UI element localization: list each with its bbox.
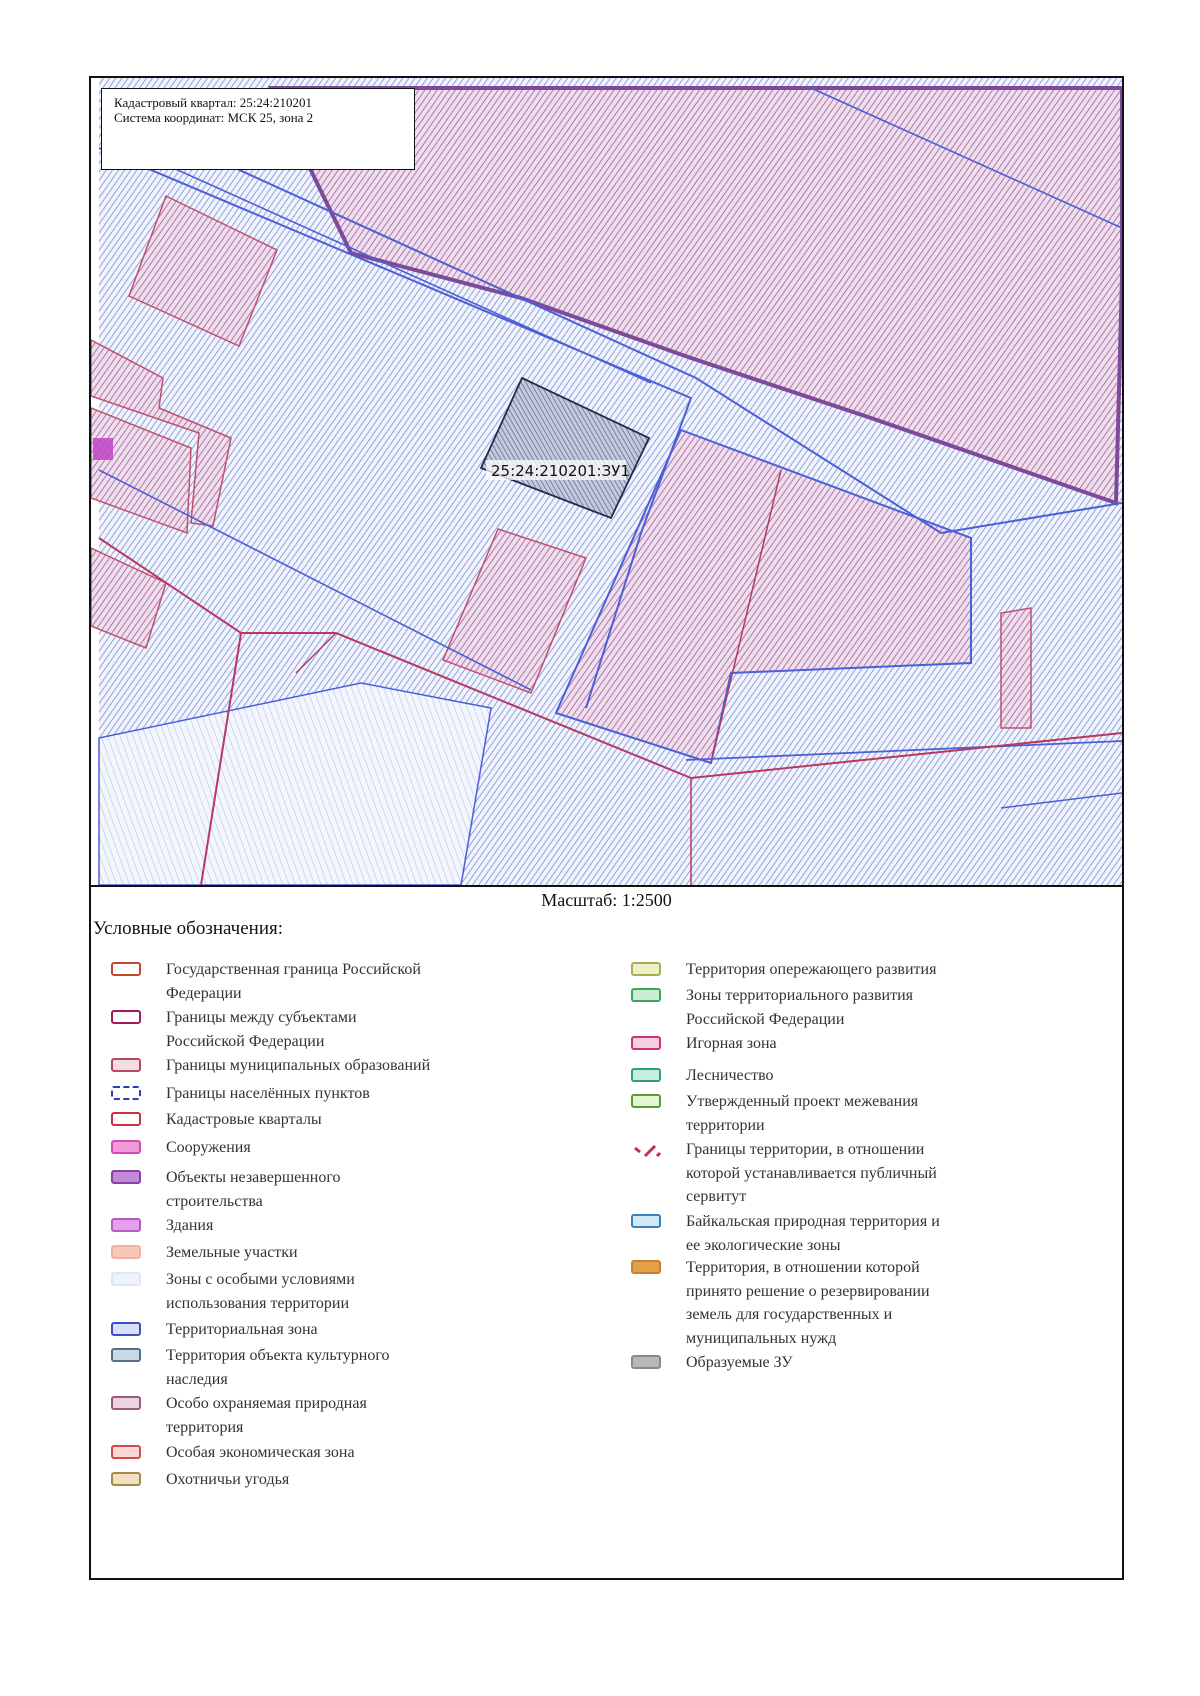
gambling-zone-icon xyxy=(631,1036,661,1050)
legend-item-label: Лесничество xyxy=(686,1067,774,1084)
territorial-development-icon xyxy=(631,988,661,1002)
subjects-border-icon xyxy=(111,1010,141,1024)
municipal-border-icon xyxy=(111,1058,141,1072)
structure-small xyxy=(93,438,113,460)
legend-item-label: Игорная зона xyxy=(686,1035,777,1052)
protected-area-icon xyxy=(111,1396,141,1410)
land-plots-icon xyxy=(111,1245,141,1259)
forestry-icon xyxy=(631,1068,661,1082)
advanced-development-icon xyxy=(631,962,661,976)
territorial-zone-far-right xyxy=(1001,608,1031,728)
cadastral-quarter-icon xyxy=(111,1112,141,1126)
special-zones-icon xyxy=(111,1272,141,1286)
cadastral-quarter-label: Кадастровый квартал: 25:24:210201 xyxy=(114,95,313,110)
legend-item-label: Границы территории, в отношении которой устанавливается публичный сервитут xyxy=(686,1141,937,1205)
legend-item-label: Территория, в отношении которой принято решение о резервировании земель для государственных и муниципальных нужд xyxy=(686,1259,930,1347)
legend-item-label: Здания xyxy=(166,1217,214,1234)
map-sheet xyxy=(89,76,1124,1580)
legend-item-label: Зоны территориального развития Российской Федерации xyxy=(686,987,914,1028)
legend-item-label: Зоны с особыми условиями использования территории xyxy=(166,1271,355,1312)
structures-icon xyxy=(111,1140,141,1154)
legend-item-label: Границы между субъектами Российской Федерации xyxy=(166,1009,357,1050)
legend-item-label: Объекты незавершенного строительства xyxy=(166,1169,341,1210)
legend-title: Условные обозначения: xyxy=(93,918,284,939)
legend-item-label: Территория опережающего развития xyxy=(686,961,937,978)
legend-item-label: Границы муниципальных образований xyxy=(166,1057,431,1074)
buildings-icon xyxy=(111,1218,141,1232)
survey-project-icon xyxy=(631,1094,661,1108)
legend-item-label: Территориальная зона xyxy=(166,1321,318,1338)
legend-item-label: Охотничьи угодья xyxy=(166,1471,290,1488)
settlement-border-icon xyxy=(111,1086,141,1100)
coordinate-system-label: Система координат: МСК 25, зона 2 xyxy=(114,110,314,125)
baikal-territory-icon xyxy=(631,1214,661,1228)
territorial-zone-icon xyxy=(111,1322,141,1336)
hunting-grounds-icon xyxy=(111,1472,141,1486)
parcel-label: 25:24:210201:ЗУ1 xyxy=(491,462,630,480)
legend-item-label: Кадастровые кварталы xyxy=(166,1111,322,1128)
legend-item-label: Образуемые ЗУ xyxy=(686,1354,793,1371)
economic-zone-icon xyxy=(111,1445,141,1459)
legend-item-label: Территория объекта культурного наследия xyxy=(166,1347,390,1388)
servitude-border-icon xyxy=(631,1142,661,1156)
new-plots-icon xyxy=(631,1355,661,1369)
cadastral-info-box xyxy=(101,88,415,170)
legend-item-label: Сооружения xyxy=(166,1139,251,1156)
legend-item-label: Особая экономическая зона xyxy=(166,1444,355,1461)
legend-item-label: Земельные участки xyxy=(166,1244,298,1261)
legend-item-label: Границы населённых пунктов xyxy=(166,1085,370,1102)
map-svg xyxy=(91,78,1122,885)
legend-item-label: Утвержденный проект межевания территории xyxy=(686,1093,919,1134)
map-canvas[interactable] xyxy=(91,78,1122,887)
cultural-heritage-icon xyxy=(111,1348,141,1362)
legend-item-label: Государственная граница Российской Федерации xyxy=(166,961,421,1002)
legend-item-label: Особо охраняемая природная территория xyxy=(166,1395,367,1436)
scale-label: Масштаб: 1:2500 xyxy=(541,890,672,910)
state-border-icon xyxy=(111,962,141,976)
reserved-land-icon xyxy=(631,1260,661,1274)
legend-item-label: Байкальская природная территория и ее экологические зоны xyxy=(686,1213,940,1254)
unfinished-construction-icon xyxy=(111,1170,141,1184)
